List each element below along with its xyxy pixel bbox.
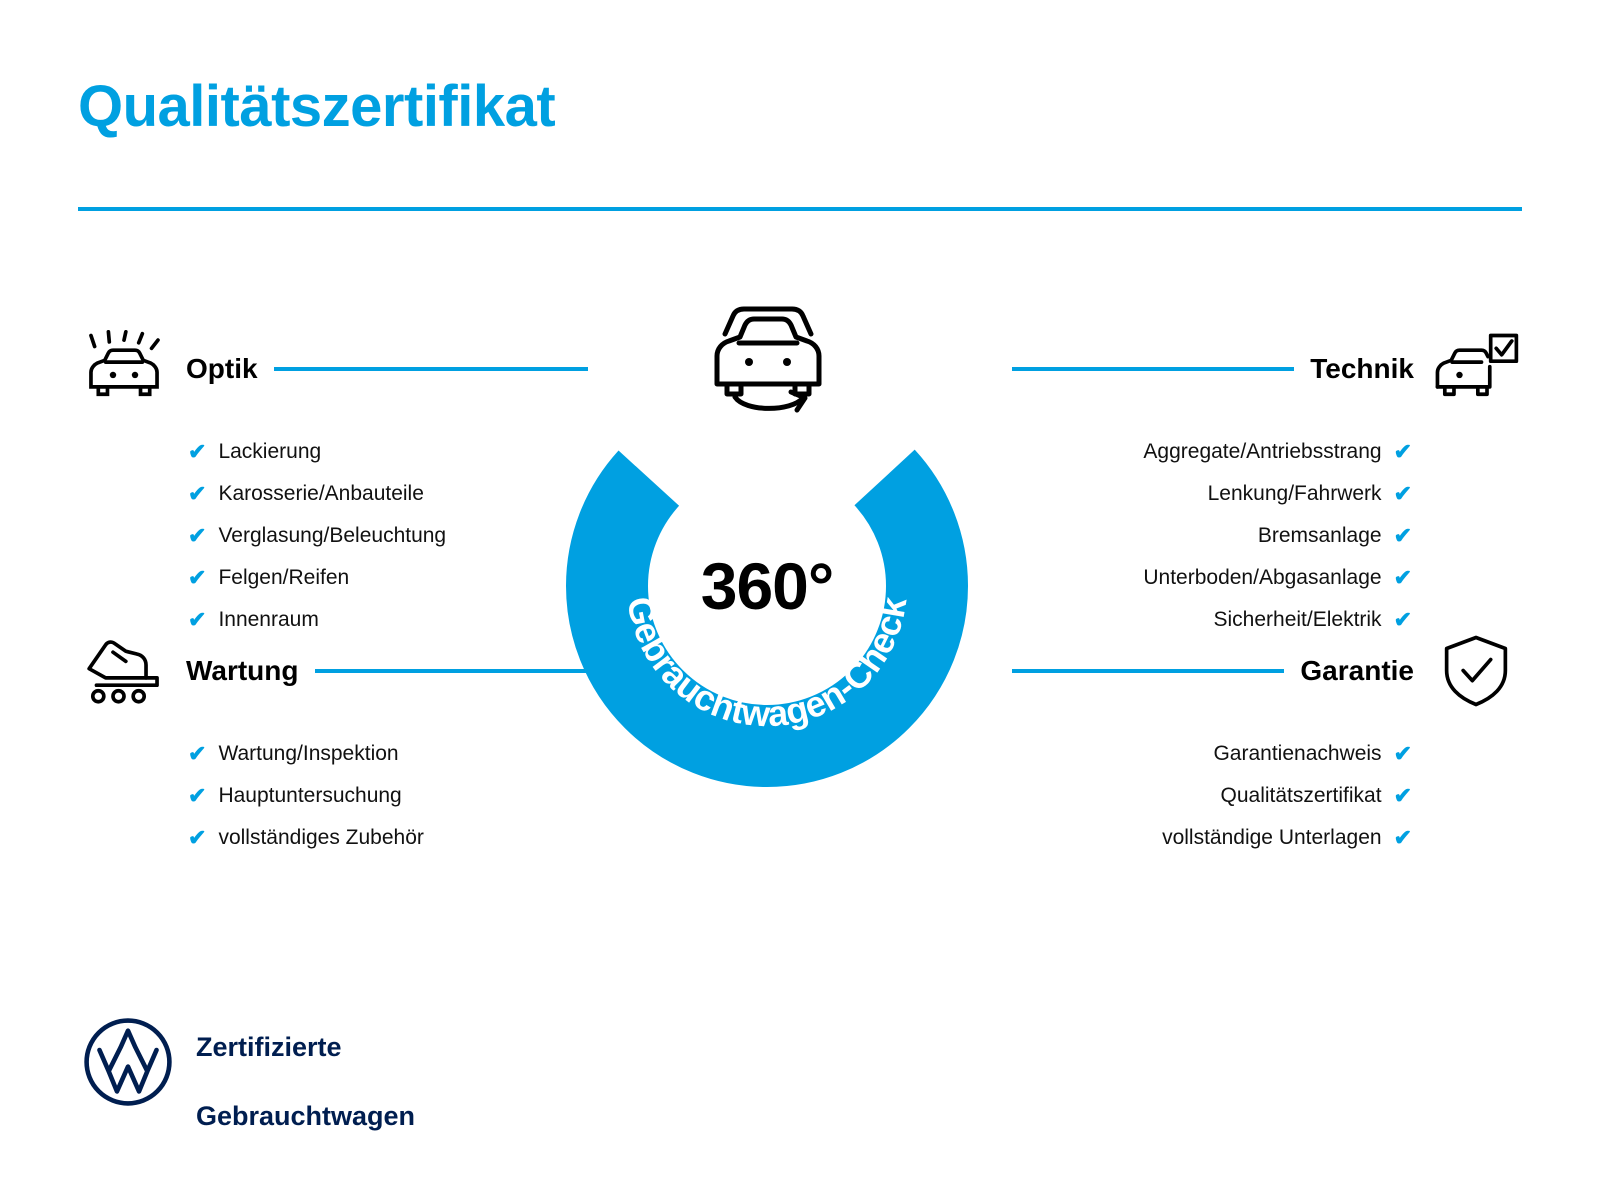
check-icon: ✔ (1393, 741, 1412, 766)
section-technik (1012, 330, 1522, 640)
section-technik-list (1012, 430, 1412, 640)
section-technik-header (1012, 330, 1522, 408)
car-checklist-icon (1430, 330, 1522, 408)
list-item-label: Unterboden/Abgasanlage (1143, 566, 1382, 589)
list-item (1012, 472, 1412, 514)
list-item-label: vollständiges Zubehör (218, 826, 424, 849)
section-wartung-header (78, 632, 588, 710)
check-icon: ✔ (188, 439, 207, 464)
section-wartung-title: Wartung (186, 655, 299, 686)
section-optik-list (188, 430, 588, 640)
list-item-label: Garantienachweis (1213, 742, 1382, 765)
list-item-label: Verglasung/Beleuchtung (218, 524, 447, 547)
footer-text (196, 995, 415, 1133)
footer-brand (82, 995, 415, 1133)
check-icon: ✔ (188, 783, 207, 808)
360-arc-text: Gebrauchtwagen-Check (619, 593, 915, 735)
list-item (1012, 732, 1412, 774)
list-item (1012, 430, 1412, 472)
list-item (188, 430, 588, 472)
list-item-label: Sicherheit/Elektrik (1213, 608, 1382, 631)
check-icon: ✔ (1393, 607, 1412, 632)
section-wartung-list (188, 732, 588, 858)
list-item-label: Felgen/Reifen (218, 566, 350, 589)
check-icon: ✔ (1393, 481, 1412, 506)
section-garantie (1012, 632, 1522, 858)
section-optik (78, 330, 588, 640)
check-icon: ✔ (188, 565, 207, 590)
list-item (1012, 556, 1412, 598)
list-item-label: Hauptuntersuchung (218, 784, 402, 807)
car-lift-icon (78, 632, 170, 710)
section-optik-rule (274, 367, 588, 371)
check-icon: ✔ (1393, 825, 1412, 850)
list-item-label: vollständige Unterlagen (1162, 826, 1382, 849)
list-item-label: Qualitätszertifikat (1220, 784, 1382, 807)
check-icon: ✔ (188, 523, 207, 548)
footer-line-2: Gebrauchtwagen (196, 1100, 416, 1131)
360-number: 360° (700, 549, 834, 623)
page-title: Qualitätszertifikat (78, 74, 556, 139)
section-technik-rule (1012, 367, 1294, 371)
list-item-label: Lenkung/Fahrwerk (1207, 482, 1382, 505)
list-item-label: Innenraum (218, 608, 319, 631)
section-wartung-rule (315, 669, 589, 673)
shield-check-icon (1430, 632, 1522, 710)
section-technik-title: Technik (1310, 353, 1414, 384)
section-garantie-header (1012, 632, 1522, 710)
section-garantie-rule (1012, 669, 1284, 673)
list-item-label: Lackierung (218, 440, 322, 463)
check-icon: ✔ (188, 481, 207, 506)
check-icon: ✔ (188, 825, 207, 850)
list-item (1012, 816, 1412, 858)
section-garantie-title: Garantie (1300, 655, 1414, 686)
car-shine-icon (78, 330, 170, 408)
check-icon: ✔ (1393, 783, 1412, 808)
list-item (188, 472, 588, 514)
list-item-label: Karosserie/Anbauteile (218, 482, 424, 505)
list-item (188, 556, 588, 598)
list-item (188, 732, 588, 774)
list-item (1012, 514, 1412, 556)
section-wartung (78, 632, 588, 858)
check-icon: ✔ (188, 607, 207, 632)
vw-logo (82, 1016, 174, 1113)
check-icon: ✔ (1393, 523, 1412, 548)
footer-line-1: Zertifizierte (196, 1031, 342, 1062)
title-divider (78, 207, 1522, 211)
list-item-label: Bremsanlage (1257, 524, 1382, 547)
360-check-badge (565, 300, 1035, 770)
check-icon: ✔ (188, 741, 207, 766)
section-garantie-list (1012, 732, 1412, 858)
list-item-label: Wartung/Inspektion (218, 742, 399, 765)
check-icon: ✔ (1393, 439, 1412, 464)
list-item (188, 774, 588, 816)
section-optik-title: Optik (186, 353, 258, 384)
list-item (188, 816, 588, 858)
list-item-label: Aggregate/Antriebsstrang (1143, 440, 1382, 463)
list-item (1012, 774, 1412, 816)
list-item (188, 514, 588, 556)
check-icon: ✔ (1393, 565, 1412, 590)
section-optik-header (78, 330, 588, 408)
